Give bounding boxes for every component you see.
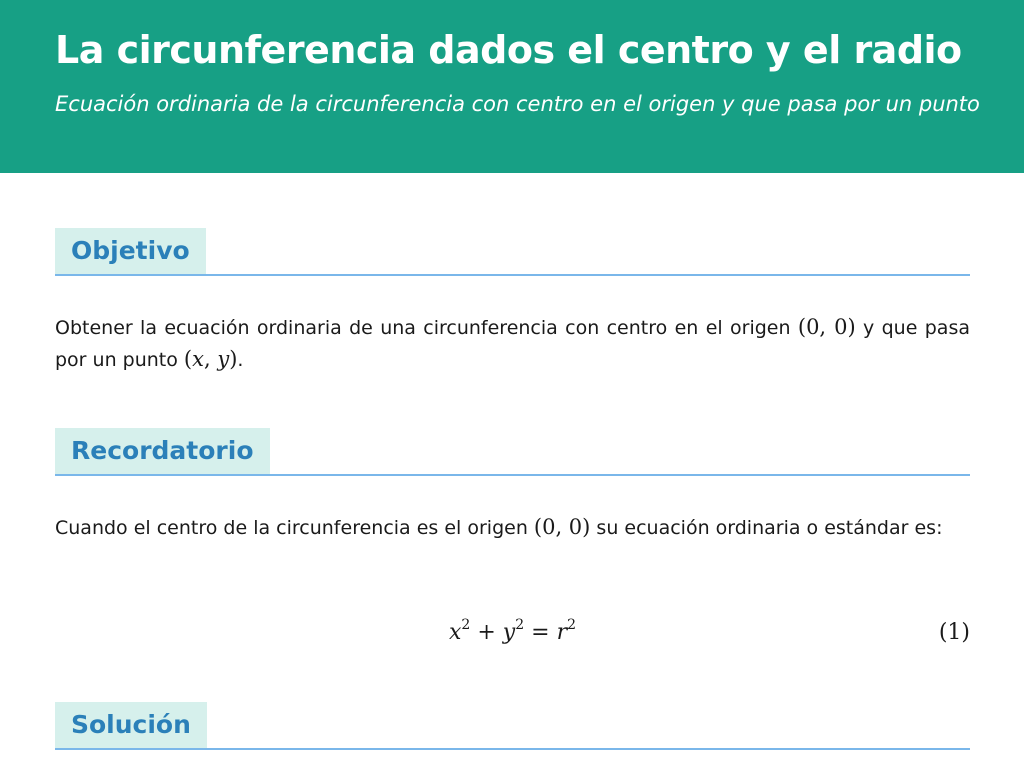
math-origin: (0, 0)	[533, 515, 591, 539]
eq-equals: =	[531, 620, 550, 645]
eq-plus: +	[477, 620, 496, 645]
math-origin: (0, 0)	[797, 315, 856, 339]
section-recordatorio	[55, 428, 970, 476]
objetivo-paragraph	[55, 312, 970, 376]
objetivo-text-after: .	[237, 349, 244, 371]
math-point-x: x	[192, 347, 204, 371]
objetivo-text-before: Obtener la ecuación ordinaria de una circunferencia con centro en el origen	[55, 317, 798, 339]
equation-number: (1)	[938, 620, 970, 645]
eq-var-y: y	[502, 620, 516, 645]
recordatorio-text-after: su ecuación ordinaria o estándar es:	[590, 517, 943, 539]
equation-1	[55, 616, 970, 656]
section-heading-bar	[55, 702, 970, 750]
section-objetivo	[55, 228, 970, 276]
objetivo-text-middle: y que pasa por un punto	[55, 317, 970, 371]
math-point: (x, y)	[183, 347, 238, 371]
section-heading-recordatorio: Recordatorio	[55, 428, 270, 474]
eq-exp-x: 2	[461, 617, 471, 633]
eq-exp-y: 2	[515, 617, 525, 633]
eq-exp-r: 2	[567, 617, 577, 633]
page-header	[0, 0, 1024, 173]
section-heading-bar	[55, 428, 970, 476]
recordatorio-paragraph	[55, 512, 970, 544]
recordatorio-text-before: Cuando el centro de la circunferencia es el origen	[55, 517, 534, 539]
eq-var-x: x	[448, 620, 462, 645]
section-heading-bar	[55, 228, 970, 276]
page-title: La circunferencia dados el centro y el radio	[55, 28, 962, 72]
section-heading-solucion: Solución	[55, 702, 207, 748]
page-subtitle: Ecuación ordinaria de la circunferencia con centro en el origen y que pasa por un punto	[55, 92, 980, 116]
math-point-y: y	[217, 347, 230, 371]
eq-var-r: r	[556, 620, 568, 645]
section-solucion	[55, 702, 970, 750]
equation-body	[55, 617, 970, 645]
section-heading-objetivo: Objetivo	[55, 228, 206, 274]
